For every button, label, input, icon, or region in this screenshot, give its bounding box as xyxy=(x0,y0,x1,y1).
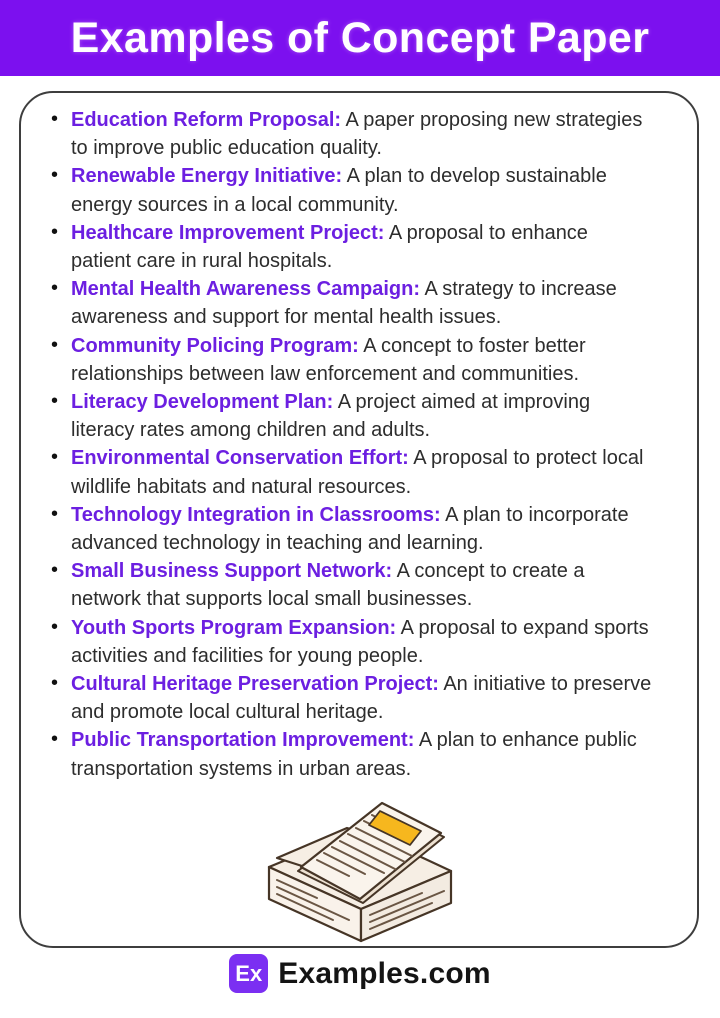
list-item xyxy=(49,219,685,275)
item-description-line1: A proposal to expand sports xyxy=(400,616,649,639)
bullet-icon: • xyxy=(51,728,59,751)
item-lead-text: Healthcare Improvement Project: xyxy=(71,221,385,244)
list-item xyxy=(49,557,685,613)
item-description-line2: patient care in rural hospitals. xyxy=(71,250,333,273)
item-lead-text: Youth Sports Program Expansion: xyxy=(71,616,397,639)
item-lead-text: Environmental Conservation Effort: xyxy=(71,447,409,470)
item-lead-text: Technology Integration in Classrooms: xyxy=(71,503,441,526)
item-description-line1: A plan to incorporate xyxy=(445,503,629,526)
item-description-line1: A plan to enhance public xyxy=(418,729,637,752)
bullet-icon: • xyxy=(51,446,59,469)
footer-logo xyxy=(0,954,720,993)
bullet-icon: • xyxy=(51,615,59,638)
list-item xyxy=(49,332,685,388)
item-description-line2: awareness and support for mental health issues. xyxy=(71,306,502,329)
item-lead-text: Small Business Support Network: xyxy=(71,560,393,583)
item-description-line2: transportation systems in urban areas. xyxy=(71,757,412,780)
item-description-line1: A plan to develop sustainable xyxy=(346,165,607,188)
item-lead-text: Education Reform Proposal: xyxy=(71,109,342,131)
bullet-icon: • xyxy=(51,277,59,300)
item-lead-text: Cultural Heritage Preservation Project: xyxy=(71,673,439,696)
list-item xyxy=(49,501,685,557)
item-description-line1: An initiative to preserve xyxy=(443,673,652,696)
item-description-line2: advanced technology in teaching and learning. xyxy=(71,532,484,555)
examples-brand-text: Examples.com xyxy=(278,956,491,990)
item-description-line2: to improve public education quality. xyxy=(71,137,382,160)
item-description-line1: A concept to foster better xyxy=(363,334,586,357)
list-item xyxy=(49,726,685,782)
item-description-line1: A concept to create a xyxy=(396,560,585,583)
bullet-icon: • xyxy=(51,390,59,413)
list-item xyxy=(49,162,685,218)
item-lead-text: Mental Health Awareness Campaign: xyxy=(71,278,420,301)
item-description-line2: network that supports local small businesses. xyxy=(71,588,473,611)
bullet-icon: • xyxy=(51,220,59,243)
content-card xyxy=(19,91,699,948)
paper-stack-icon xyxy=(244,785,474,948)
item-description-line1: A project aimed at improving xyxy=(337,391,591,414)
list-item xyxy=(49,444,685,500)
bullet-icon: • xyxy=(51,108,59,130)
item-description-line2: wildlife habitats and natural resources. xyxy=(71,475,412,498)
list-item xyxy=(49,106,685,162)
concept-list xyxy=(21,93,697,783)
list-item xyxy=(49,670,685,726)
item-description-line1: A proposal to enhance xyxy=(388,221,588,244)
bullet-icon: • xyxy=(51,164,59,187)
item-lead-text: Literacy Development Plan: xyxy=(71,391,334,414)
list-item xyxy=(49,614,685,670)
item-description-line2: and promote local cultural heritage. xyxy=(71,701,384,724)
item-description-line2: activities and facilities for young people. xyxy=(71,644,424,667)
bullet-icon: • xyxy=(51,502,59,525)
item-description-line1: A paper proposing new strategies xyxy=(345,109,643,131)
header-banner xyxy=(0,0,720,76)
paper-stack-illustration xyxy=(21,785,697,948)
item-lead-text: Renewable Energy Initiative: xyxy=(71,165,343,188)
item-description-line2: literacy rates among children and adults. xyxy=(71,419,431,442)
item-description-line1: A proposal to protect local xyxy=(413,447,644,470)
item-description-line2: relationships between law enforcement and communities. xyxy=(71,362,580,385)
bullet-icon: • xyxy=(51,333,59,356)
list-item xyxy=(49,388,685,444)
item-lead-text: Public Transportation Improvement: xyxy=(71,729,415,752)
item-lead-text: Community Policing Program: xyxy=(71,334,359,357)
item-description-line2: energy sources in a local community. xyxy=(71,193,399,216)
bullet-icon: • xyxy=(51,672,59,695)
list-item xyxy=(49,275,685,331)
bullet-icon: • xyxy=(51,559,59,582)
item-description-line1: A strategy to increase xyxy=(424,278,617,301)
examples-logo-badge: Ex xyxy=(229,954,268,993)
page-title: Examples of Concept Paper xyxy=(70,13,650,62)
